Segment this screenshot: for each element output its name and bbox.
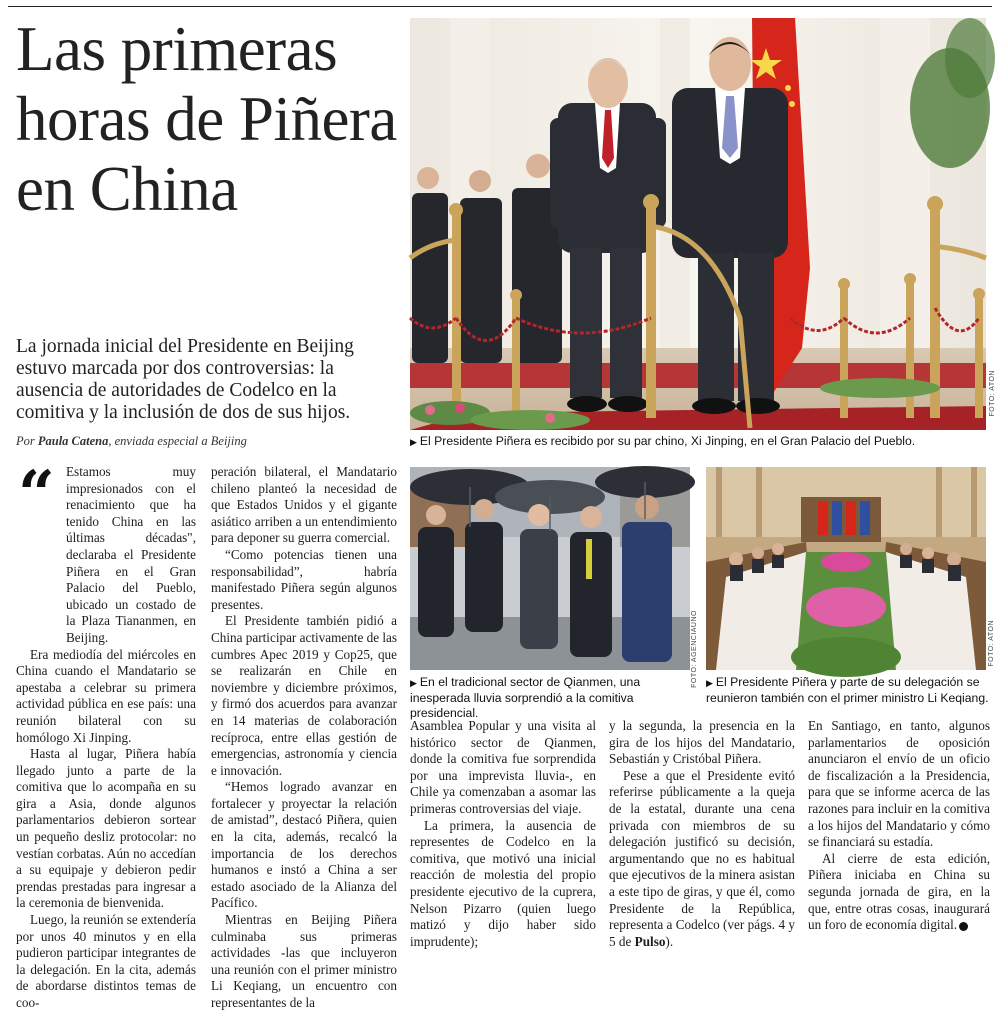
column-3: [410, 718, 596, 950]
rain-photo: [410, 467, 690, 670]
main-photo-caption-text: El Presidente Piñera es recibido por su par chino, Xi Jinping, en el Gran Palacio del Pueblo.: [419, 434, 916, 448]
main-photo-credit: FOTO: ATON: [989, 370, 996, 417]
pulso-reference: Pulso: [634, 933, 666, 949]
main-photo: [410, 18, 986, 430]
paragraph: “Hemos logrado avanzar en fortalecer y proyectar la relación de amistad”, destacó Piñera, quien en la cita, además, recalcó la importancia de los derechos humanos e instó a China a ser estado asociado de la Alianza del Pacífico.: [211, 779, 397, 911]
column-4: [609, 718, 795, 950]
headline: Las primeras horas de Piñera en China: [16, 14, 397, 224]
opening-quote-icon: “: [18, 457, 55, 532]
rain-photo-caption-text: En el tradicional sector de Qianmen, una inesperada lluvia sorprendió a la comitiva presidencial.: [410, 675, 641, 720]
paragraph: La primera, la ausencia de representes de Codelco en la comitiva, que motivó una inicial reacción de molestia del propio presidente ejecutivo de la cuprera, Nelson Pizarro (quien luego matizó y dijo haber sido imprudente);: [410, 817, 596, 949]
meeting-photo-credit: FOTO: ATON: [988, 620, 995, 667]
byline: [16, 434, 401, 449]
meeting-photo-illustration: [706, 467, 986, 670]
paragraph: Asamblea Popular y una visita al histórico sector de Qianmen, donde la comitiva fue sorprendida por una imprevista lluvia-, en Chile ya comenzaban a asomar las primeras controversias del viaje.: [410, 718, 596, 816]
rain-photo-caption: [410, 675, 695, 721]
byline-author: Paula Catena: [37, 434, 109, 448]
paragraph: “Como potencias tienen una responsabilidad”, habría manifestado Piñera según algunos presentes.: [211, 546, 397, 612]
column-2: [211, 464, 397, 1012]
meeting-photo-caption-text: El Presidente Piñera y parte de su delegación se reunieron también con el primer ministro Li Keqiang.: [706, 675, 989, 705]
caption-triangle-icon: ▶: [410, 437, 417, 447]
paragraph: Luego, la reunión se extendería por unos 40 minutos y en ella pudieron participar integrantes de la delegación. En la cita, además de abordarse distintos temas de coo-: [16, 912, 196, 1010]
paragraph: Era mediodía del miércoles en China cuando el Mandatario se apestaba a celebrar su primera actividad pública en ese país: una reunión bilateral con su homólogo Xi Jinping.: [16, 646, 196, 745]
paragraph: y la segunda, la presencia en la gira de los hijos del Mandatario, Sebastián y Cristóbal Piñera.: [609, 718, 795, 767]
paragraph: [808, 851, 990, 934]
deck: La jornada inicial del Presidente en Beijing estuvo marcada por dos controversias: la ausencia de autoridades de Codelco en la comitiva y la inclusión de dos de sus hijos.: [16, 336, 354, 423]
rain-photo-credit: FOTO: AGENCIAUNO: [691, 610, 698, 688]
paragraph-text: Pese a que el Presidente evitó referirse públicamente a la queja de la estatal, durante una cena privada con miembros de su delegación justificó su decisión, argumentando que no es habitual que ejecutivos de la minera asistan a este tipo de giras, y que él, como Presidente de la República, representa a Codelco (ver págs. 4 y 5 de: [609, 767, 795, 949]
top-rule: [8, 6, 992, 7]
paragraph: El Presidente también pidió a China participar activamente de las cumbres Apec 2019 y Cop25, que se realizarán en Chile en noviembre y diciembre próximos, y firmó dos acuerdos para avanzar en 14 materias de colaboración recíproca, entre ellas gestión de emergencias, astronomía y ciencia e innovación.: [211, 613, 398, 778]
caption-triangle-icon: ▶: [410, 678, 417, 688]
paragraph: Hasta al lugar, Piñera había llegado junto a parte de la comitiva que lo acompaña en su gira a Asia, donde algunos parlamentarios debieron sortear un pequeño desliz protocolar: no vestían corbatas. Aún no accedían a su equipaje y debieron pedir prendas prestadas para ingresar a la ceremonia de bienvenida.: [16, 746, 196, 911]
paragraph: [609, 768, 795, 951]
end-of-article-icon: [959, 922, 968, 931]
column-5: [808, 718, 990, 934]
meeting-photo-caption: [706, 675, 992, 706]
paragraph-tail: ).: [665, 933, 674, 949]
byline-prefix: Por: [16, 434, 38, 448]
paragraph: Mientras en Beijing Piñera culminaba sus primeras actividades -las que incluyeron una reunión con el primer ministro Li Keqiang, un encuentro con representantes de la: [211, 912, 397, 1010]
meeting-photo: [706, 467, 986, 670]
paragraph: peración bilateral, el Mandatario chileno planteó la necesidad de que Estados Unidos y el gigante asiático arriben a un entendimiento para deponer su guerra comercial.: [211, 464, 397, 546]
rain-photo-illustration: [410, 467, 690, 670]
column-1: [16, 457, 196, 1012]
paragraph: En Santiago, en tanto, algunos parlamentarios de oposición anunciaron el envío de un oficio de fiscalización a la Presidencia, para que se informe acerca de las razones para incluir en la comitiva a los hijos del Mandatario y cómo se financiará su estadía.: [808, 718, 990, 850]
paragraph: Estamos muy impresionados con el renacimiento que ha tenido China en las últimas décadas", declaraba el Presidente Piñera en el Gran Palacio del Pueblo, ubicado un costado de la Plaza Tiananmen, en Beijing.: [66, 464, 196, 645]
caption-triangle-icon: ▶: [706, 678, 713, 688]
paragraph-text: Al cierre de esta edición, Piñera iniciaba en China su segunda jornada de gira, en la que, entre otras cosas, inaugurará un foro de economía digital.: [808, 850, 990, 933]
main-photo-illustration: [410, 18, 986, 430]
main-photo-caption: [410, 434, 990, 450]
byline-suffix: , enviada especial a Beijing: [108, 434, 247, 448]
